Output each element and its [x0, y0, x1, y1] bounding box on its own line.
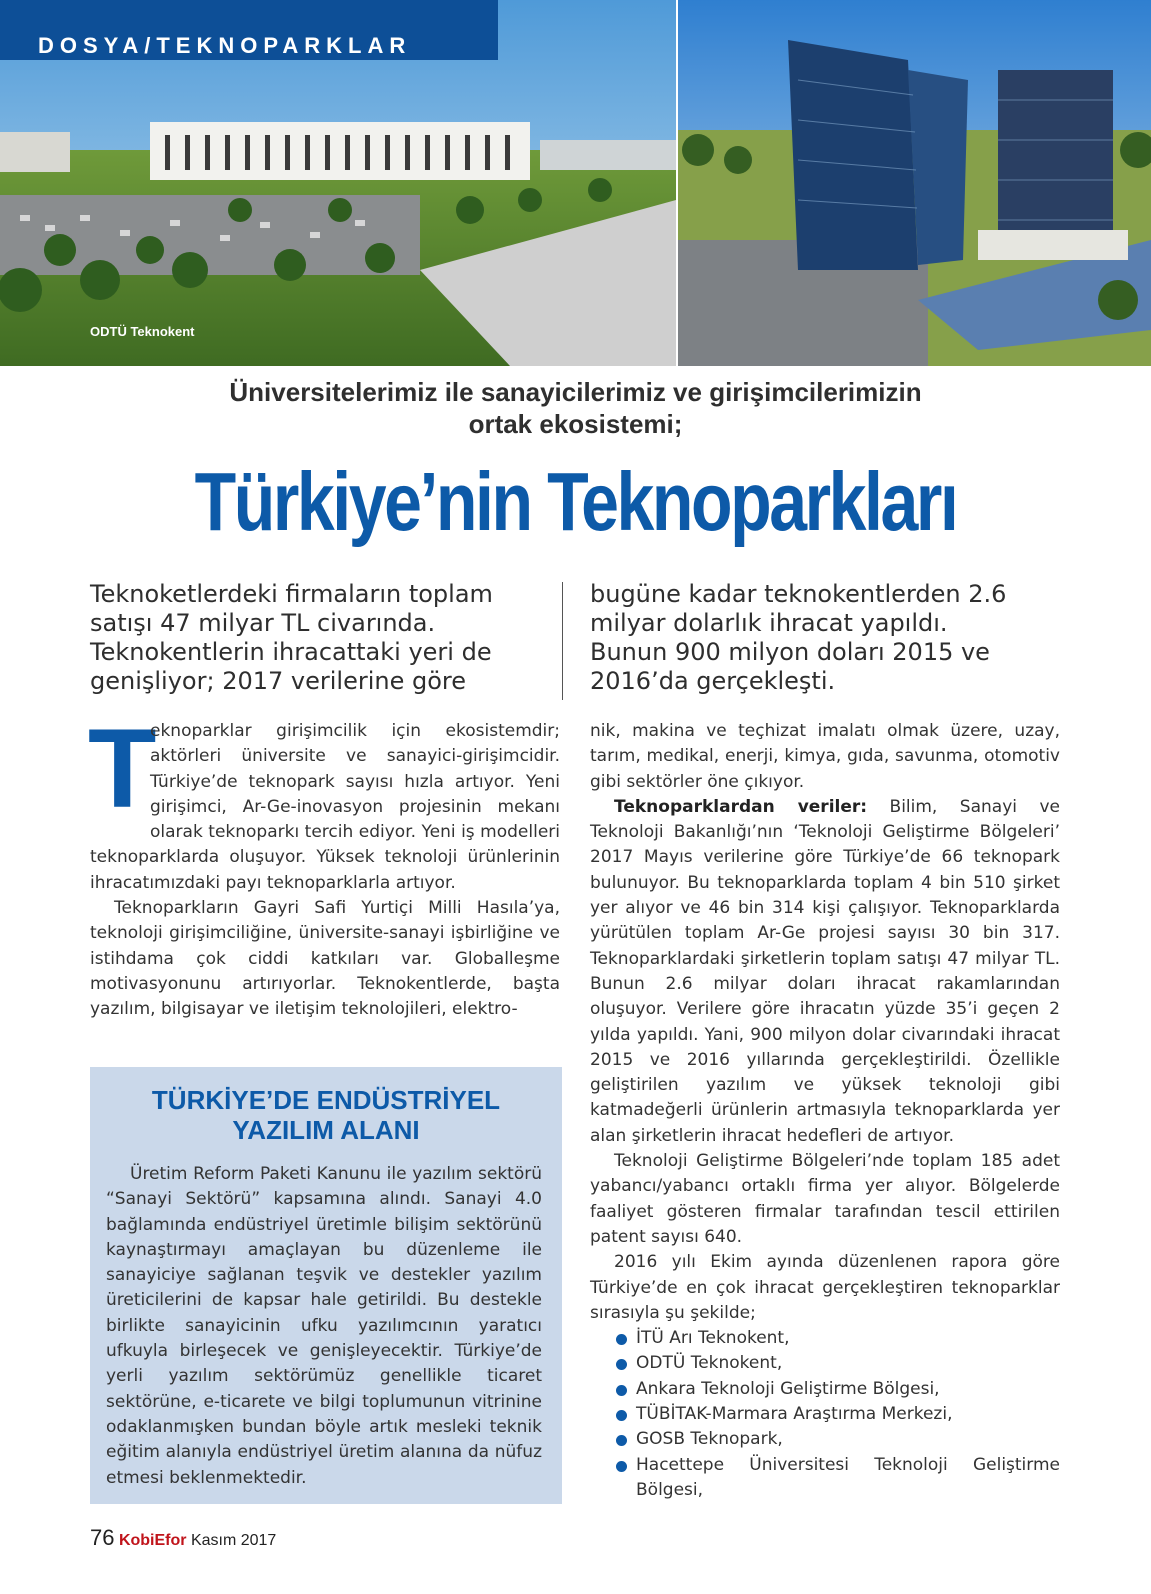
- body-column-right: [590, 719, 1060, 1503]
- issue-date: Kasım 2017: [190, 1532, 277, 1549]
- body-paragraph-1-text: eknoparklar girişimcilik için ekosistemdir; aktörleri üniversite ve sanayici-girişimcidir. Türkiye’de teknopark sayısı hızla artıyor. Yeni girişimci, Ar-Ge-inovasyon projesinin mekanı olarak teknoparkı tercih ediyor. Yeni iş modelleri teknoparklarda oluşuyor. Yüksek teknoloji ürünlerinin ihracatımızdaki payı teknoparklarla artıyor.: [90, 721, 560, 893]
- dropcap: T: [88, 706, 157, 831]
- page-number: 76: [90, 1525, 115, 1550]
- list-item: TÜBİTAK-Marmara Araştırma Merkezi,: [616, 1402, 1060, 1427]
- list-item: ODTÜ Teknokent,: [616, 1351, 1060, 1376]
- section-tag: [0, 0, 498, 60]
- kicker: [0, 376, 1151, 440]
- body-column-left: [88, 706, 560, 1023]
- sidebar-box-title: [90, 1085, 562, 1145]
- list-item: Hacettepe Üniversitesi Teknoloji Geliştirme Bölgesi,: [616, 1453, 1060, 1504]
- body-paragraph-5: Teknoloji Geliştirme Bölgeleri’nde toplam 185 adet yabancı/yabancı ortaklı firma yer alıyor. Bölgelerde faaliyet gösteren firmalar tarafından tescil ettirilen patent sayısı 640.: [590, 1151, 1060, 1247]
- subheading-inline: Teknoparklardan veriler:: [614, 796, 868, 817]
- body-paragraph-3: nik, makina ve teçhizat imalatı olmak üzere, uzay, tarım, medikal, enerji, kimya, gıda, savunma, otomotiv gibi sektörler öne çıkıyor.: [590, 721, 1060, 792]
- list-item: GOSB Teknopark,: [616, 1427, 1060, 1452]
- photo-caption: ODTÜ Teknokent: [90, 324, 195, 339]
- section-tag-label: DOSYA/TEKNOPARKLAR: [38, 33, 412, 58]
- kicker-line-1: Üniversitelerimiz ile sanayicilerimiz ve girişimcilerimizin: [229, 377, 922, 407]
- list-item: Ankara Teknoloji Geliştirme Bölgesi,: [616, 1377, 1060, 1402]
- header-photo: [0, 0, 1151, 366]
- sidebar-box-title-line-1: TÜRKİYE’DE ENDÜSTRİYEL: [151, 1085, 501, 1115]
- lead-right: bugüne kadar teknokentlerden 2.6 milyar dolarlık ihracat yapıldı. Bunun 900 milyon doları 2015 ve 2016’da gerçekleşti.: [590, 580, 1007, 695]
- list-item: İTÜ Arı Teknokent,: [616, 1326, 1060, 1351]
- body-paragraph-1: [88, 706, 560, 896]
- sidebar-box-text: Üretim Reform Paketi Kanunu ile yazılım sektörü “Sanayi Sektörü” kapsamına alındı. Sanayi 4.0 bağlamında endüstriyel üretimle bilişim sektörünü kaynaştırmayı amaçlayan bu düzenleme ile sanayiciye sağlanan teşvik ve destekler yazılım üreticilerini de kapsar hale getirildi. Bu destekle birlikte sanayicinin ufku yazılımcının yaratıcı ufkuyla birleşecek ve genişleyecektir. Türkiye’de yerli yazılım sektörümüz genellikle ticaret sektörüne, e-ticarete ve bilgi toplumunun vitrinine odaklanmışken bundan böyle artık mesleki teknik eğitim alanıyla endüstriyel üretim alanına da nüfuz etmesi beklenmektedir.: [106, 1164, 542, 1488]
- body-paragraph-4-text: Bilim, Sanayi ve Teknoloji Bakanlığı’nın ‘Teknoloji Geliştirme Bölgeleri’ 2017 Mayıs verilerine göre Türkiye’de 66 teknopark bulunuyor. Bu teknoparklarda toplam 4 bin 510 şirket yer alıyor ve 46 bin 314 kişi çalışıyor. Teknoparklarda yürütülen toplam Ar-Ge projesi sayısı 30 bin 317. Teknoparklardaki şirketlerin toplam satışı 47 milyar TL. Bunun 2.6 milyar doları ihracat rakamlarından oluşuyor. Verilere göre ihracatın yüzde 35’i geçen 2 yılda yapıldı. Yani, 900 milyon dolar civarındaki ihracat 2015 ve 2016 yıllarında gerçekleştirildi. Özellikle geliştirilen yazılım ve yüksek teknoloji gibi katmadeğerli ürünlerin artmasıyla teknoparklarda yer alan şirketlerin ihracat hedefleri de artıyor.: [590, 796, 1060, 1146]
- kicker-line-2: ortak ekosistemi;: [468, 409, 683, 439]
- page-footer: [90, 1525, 276, 1551]
- page-title: Türkiye’nin Teknoparkları: [194, 455, 957, 548]
- towers-photo: [678, 0, 1151, 366]
- teknopark-list: [590, 1326, 1060, 1503]
- magazine-brand: KobiEfor: [118, 1532, 187, 1549]
- body-paragraph-6: 2016 yılı Ekim ayında düzenlenen rapora göre Türkiye’de en çok ihracat gerçekleştiren teknoparklar sırasıyla şu şekilde;: [590, 1252, 1060, 1323]
- body-paragraph-4: [590, 795, 1060, 1149]
- sidebar-box: [90, 1067, 562, 1504]
- sidebar-box-title-line-2: YAZILIM ALANI: [232, 1115, 420, 1145]
- body-paragraph-2: Teknoparkların Gayri Safi Yurtiçi Milli Hasıla’ya, teknoloji girişimciliğine, üniversite-sanayi işbirliğine ve istihdama çok ciddi katkıları var. Globalleşme motivasyonunu artırıyorlar. Teknokentlerde, başta yazılım, bilgisayar ve iletişim teknolojileri, elektro-: [90, 898, 560, 1020]
- lead-divider: [562, 582, 563, 700]
- lead-left: Teknoketlerdeki firmaların toplam satışı 47 milyar TL civarında. Teknokentlerin ihracattaki yeri de genişliyor; 2017 verilerine göre: [90, 580, 493, 695]
